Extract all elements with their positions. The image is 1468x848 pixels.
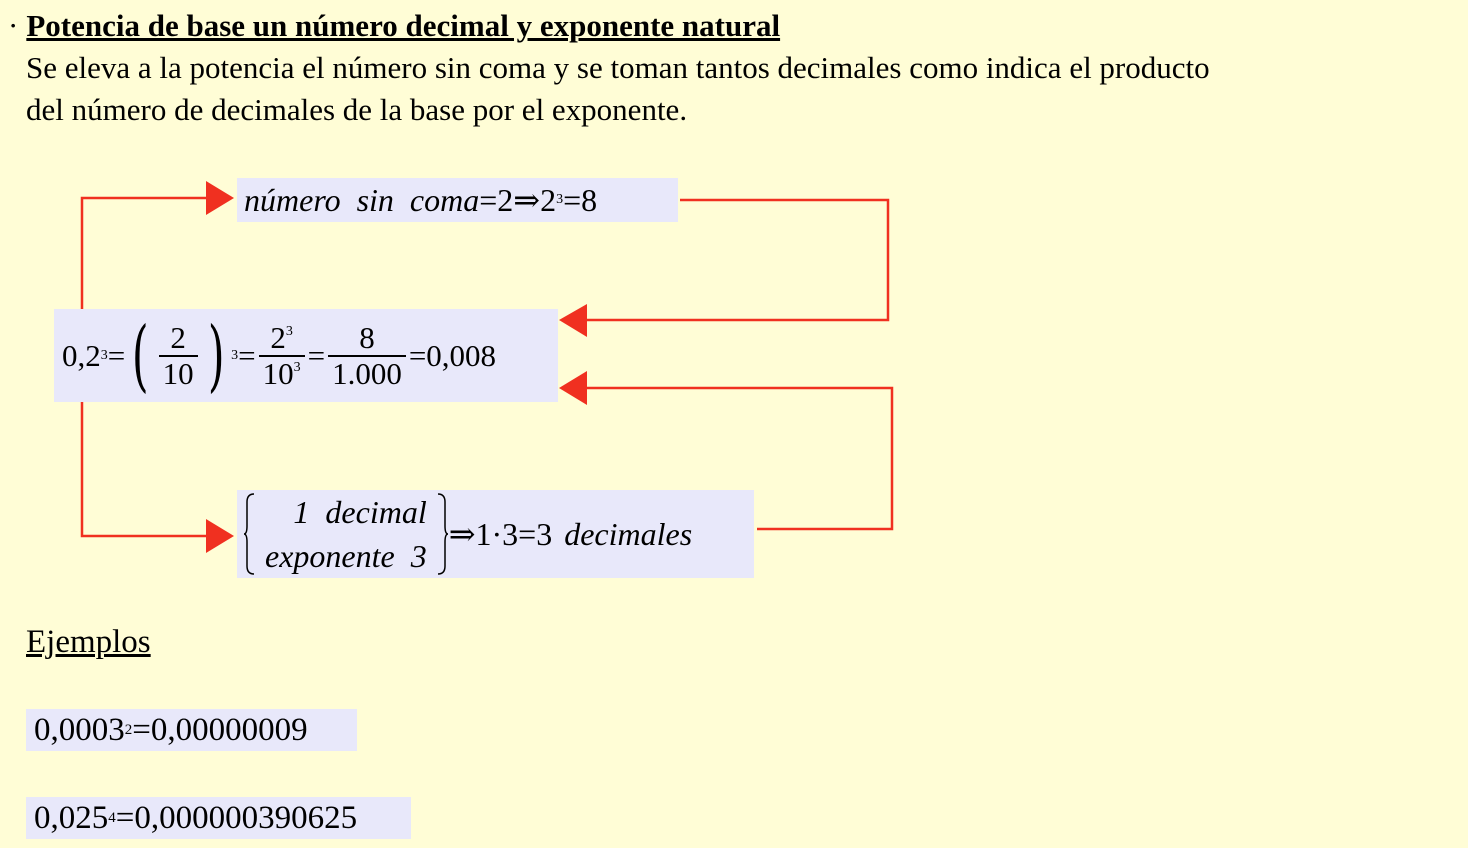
bottom-math-box	[237, 490, 754, 578]
top-eq1: =2⇒2	[479, 182, 557, 218]
top-label: número sin coma	[244, 181, 480, 218]
mid-eq-1: =	[107, 337, 126, 373]
frac3-den: 1.000	[328, 355, 406, 391]
frac2-num-exp: 3	[285, 323, 293, 339]
frac2-num	[266, 321, 297, 355]
bottom-arrow-expr: ⇒1·3=3	[448, 516, 553, 552]
bottom-label: decimales	[564, 515, 693, 552]
fraction-2	[259, 321, 305, 391]
top-math-box: número sin coma =2⇒2 3 =8	[237, 178, 678, 222]
frac2-num-base: 2	[270, 319, 286, 355]
frac2-den-base: 10	[262, 355, 294, 391]
fraction-3	[328, 321, 406, 391]
title-text: Potencia de base un número decimal y exponente natural	[26, 8, 781, 43]
mid-result: =0,008	[408, 337, 497, 373]
arrow-left-down	[82, 380, 210, 536]
mid-eq-3: =	[307, 337, 326, 373]
arrowhead-top	[206, 181, 234, 215]
mid-eq-2: =	[238, 337, 256, 373]
arrowhead-bottom	[206, 519, 234, 553]
description-line-1: Se eleva a la potencia el número sin coma y se toman tantos decimales como indica el producto	[26, 50, 1210, 85]
frac2-den	[259, 355, 305, 391]
right-brace	[437, 492, 449, 576]
ex1-result: =0,00000009	[132, 711, 308, 748]
description-line-2: del número de decimales de la base por el exponente.	[26, 92, 688, 127]
frac1-den: 10	[159, 355, 198, 391]
frac2-den-exp: 3	[293, 359, 301, 375]
top-eq2: =8	[563, 181, 598, 218]
frac3-num: 8	[359, 319, 375, 355]
example-1-box: 0,0003 2 =0,00000009	[26, 709, 357, 751]
mid-base: 0,2	[62, 337, 101, 373]
system-row-1: 1 decimal	[293, 494, 427, 530]
left-paren: (	[132, 310, 149, 401]
example-2-box: 0,025 4 =0,000000390625	[26, 797, 411, 839]
fraction-1	[159, 321, 198, 391]
ex1-base: 0,0003	[34, 711, 125, 748]
bullet: ·	[8, 8, 19, 43]
arrowhead-middle-lower	[559, 371, 587, 405]
ex2-base: 0,025	[34, 799, 109, 836]
middle-math-box: 0,2 3 = ( $\frac{2}{10}$ ) 3 = $\frac{2^3}{10^3}$ = $\frac{8}{1.000}$ =0,008	[54, 309, 558, 402]
system-row-2: exponente 3	[265, 538, 427, 574]
ex2-result: =0,000000390625	[115, 799, 358, 836]
system-rows	[255, 490, 437, 578]
right-paren: )	[207, 310, 225, 401]
frac1-num: 2	[170, 319, 186, 355]
arrowhead-middle-upper	[559, 304, 587, 337]
examples-heading: Ejemplos	[26, 624, 151, 660]
left-brace	[243, 492, 255, 576]
